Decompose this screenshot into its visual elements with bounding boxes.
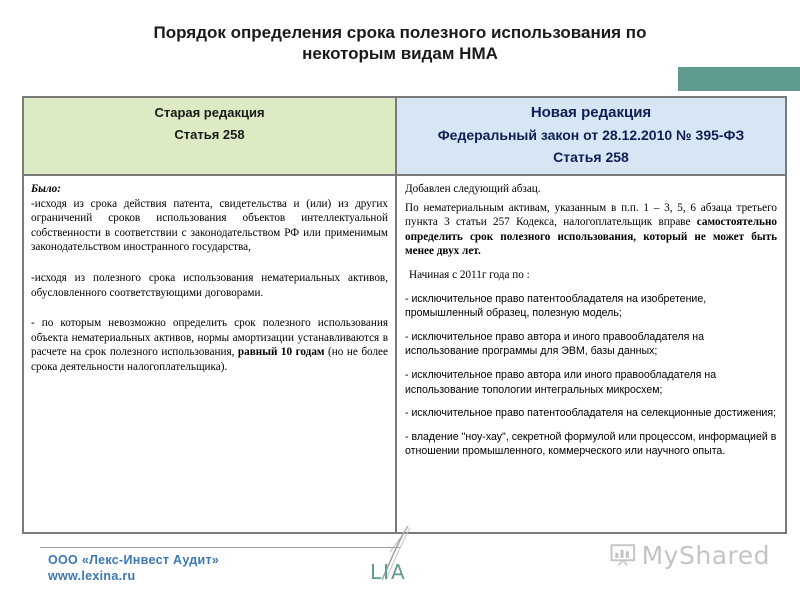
presentation-icon: [610, 540, 636, 570]
comparison-table: [22, 96, 787, 534]
new-since: Начиная с 2011г года по :: [409, 268, 530, 281]
slide-title: [60, 22, 740, 64]
new-bullet-2: - исключительное право автора и иного правообладателя на использование программы для ЭВМ, базы данных;: [405, 330, 705, 358]
new-edition-law: Федеральный закон от 28.12.2010 № 395-ФЗ: [437, 127, 745, 143]
table-header: [24, 98, 785, 176]
company-website[interactable]: www.lexina.ru: [48, 569, 136, 583]
old-edition-cell: [24, 176, 397, 532]
old-item-2: -исходя из полезного срока использования нематериальных активов, обусловленного соответствующими договорами.: [31, 271, 388, 299]
old-item-1: -исходя из срока действия патента, свидетельства и (или) из других ограничений сроков использования объектов интеллектуальной собственности в соответствии с законодательством РФ или применимым законодательством иностранного государства,: [31, 197, 388, 254]
new-edition-cell: [397, 176, 785, 532]
watermark-text: MyShared: [641, 540, 770, 570]
table-body: [24, 176, 785, 532]
accent-bar: [678, 67, 800, 91]
new-edition-header: [397, 98, 785, 174]
new-bullet-3: - исключительное право автора или иного правообладателя на использование топологии интегральных микросхем;: [405, 368, 717, 396]
new-bullet-1: - исключительное право патентообладателя на изобретение, промышленный образец, полезную модель;: [405, 292, 707, 320]
old-edition-header: [24, 98, 397, 174]
slide-title-line2: некоторым видам НМА: [302, 44, 498, 63]
myshared-watermark: [610, 538, 770, 572]
new-bullet-4: - исключительное право патентообладателя на селекционные достижения;: [405, 407, 777, 420]
lia-logo-text: LIA: [370, 560, 407, 584]
old-edition-title: Старая редакция: [154, 105, 265, 120]
footer-company-block: [48, 552, 219, 584]
new-paragraph: По нематериальным активам, указанным в п.п. 1 – 3, 5, 6 абзаца третьего пункта 3 статьи 257 Кодекса, налогоплательщик вправе самостоятельно определить срок полезного использования, который не может быть менее двух лет.: [405, 201, 777, 258]
company-name: ООО «Лекс-Инвест Аудит»: [48, 553, 220, 567]
new-bullet-5: - владение "ноу-хау", секретной формулой или процессом, информацией в отношении промышленного, коммерческого или научного опыта.: [405, 430, 777, 458]
old-edition-article: Статья 258: [174, 127, 245, 142]
new-intro: Добавлен следующий абзац.: [405, 183, 541, 195]
footer-divider: [40, 547, 400, 548]
new-edition-article: Статья 258: [553, 149, 629, 165]
new-edition-title: Новая редакция: [530, 104, 652, 121]
old-item-3: - по которым невозможно определить срок полезного использования объекта нематериальных активов, нормы амортизации устанавливаются в расчете на срок полезного использования, равный 10 годам (но не более срока деятельности налогоплательщика).: [31, 317, 388, 373]
old-intro: Было:: [31, 183, 61, 195]
slide-title-line1: Порядок определения срока полезного использования по: [153, 23, 647, 42]
